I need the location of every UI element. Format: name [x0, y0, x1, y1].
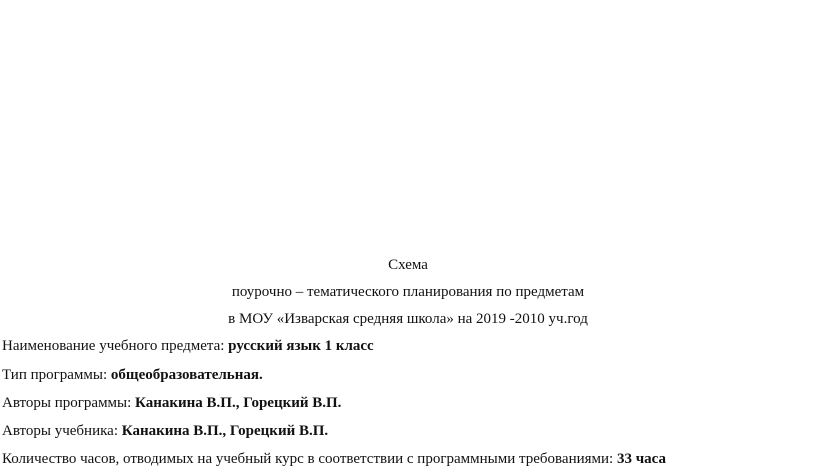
program-type-value: общеобразовательная.	[110, 367, 263, 383]
document-subtitle	[0, 283, 816, 301]
subtitle-text: поурочно – тематического планирования по предметам	[231, 284, 585, 300]
program-authors-label: Авторы программы:	[2, 395, 136, 411]
subject-name-label: Наименование учебного предмета:	[2, 338, 229, 354]
program-type-line	[2, 366, 263, 384]
subject-name-value: русский язык 1 класс	[228, 338, 374, 354]
title-text: Схема	[388, 257, 428, 273]
program-type-label: Тип программы:	[2, 367, 111, 383]
program-authors-line	[2, 394, 341, 412]
textbook-authors-value: Канакина В.П., Горецкий В.П.	[121, 423, 329, 439]
school-year-line	[0, 310, 816, 328]
textbook-authors-label: Авторы учебника:	[2, 423, 122, 439]
hours-count-label: Количество часов, отводимых на учебный курс в соответствии с программными требованиями:	[2, 451, 617, 467]
textbook-authors-line	[2, 422, 328, 440]
hours-count-value: 33 часа	[616, 451, 667, 467]
school-year-text: в МОУ «Изварская средняя школа» на 2019 -2010 уч.год	[228, 311, 588, 327]
document-title	[0, 256, 816, 274]
hours-count-line	[2, 450, 666, 468]
subject-name-line	[2, 337, 374, 355]
program-authors-value: Канакина В.П., Горецкий В.П.	[135, 395, 342, 411]
